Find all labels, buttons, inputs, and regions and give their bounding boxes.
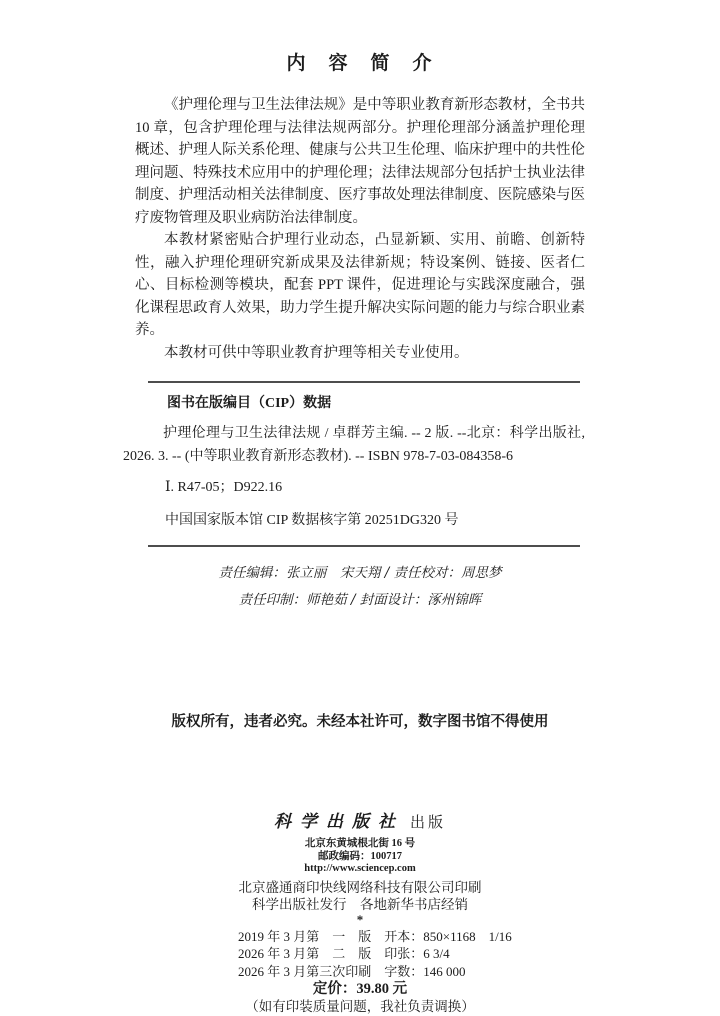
content-column bbox=[123, 0, 585, 1016]
page-title: 内 容 简 介 bbox=[286, 53, 434, 74]
divider-line-bottom bbox=[148, 545, 580, 547]
second-edition-line: 2026 年 3 月第 二 版 印张：6 3/4 bbox=[238, 946, 450, 961]
quality-exchange-note: （如有印装质量问题，我社负责调换） bbox=[245, 999, 475, 1014]
printer-line: 北京盛通商印快线网络科技有限公司印刷 bbox=[238, 879, 482, 895]
first-edition-line: 2019 年 3 月第 一 版 开本：850×1168 1/16 bbox=[238, 928, 512, 944]
publisher-block bbox=[135, 811, 585, 913]
copyright-notice: 版权所有，违者必究。未经本社许可，数字图书馆不得使用 bbox=[171, 714, 549, 730]
summary-paragraph-3: 本教材可供中等职业教育护理等相关专业使用。 bbox=[164, 344, 469, 361]
cip-entry: 护理伦理与卫生法律法规 / 卓群芳主编. -- 2 版. --北京：科学出版社, 2026. 3. -- (中等职业教育新形态教材). -- ISBN 978-7-03-084358-6 bbox=[123, 426, 585, 464]
summary-paragraph-2: 本教材紧密贴合护理行业动态，凸显新颖、实用、前瞻、创新特性，融入护理伦理研究新成果及法律新规；特设案例、链接、医者仁心、目标检测等模块，配套 PPT 课件，促进理论与实践深度融合，强化课程思政育人效果，助力学生提升解决实际问题的能力与综合职业素养。 bbox=[135, 232, 585, 338]
credits-print-design-line: 责任印制：师艳茹 / 封面设计：涿州锦晖 bbox=[238, 592, 482, 608]
staff-credits bbox=[135, 560, 585, 614]
content-summary bbox=[135, 94, 585, 364]
cip-header: 图书在版编目（CIP）数据 bbox=[167, 396, 332, 411]
publisher-logo-line bbox=[135, 811, 585, 834]
distribution-line: 科学出版社发行 各地新华书店经销 bbox=[252, 896, 468, 912]
publisher-address: 北京东黄城根北街 16 号 bbox=[304, 838, 416, 849]
publisher-website: http://www.sciencep.com bbox=[304, 863, 416, 874]
price-line: 定价：39.80 元 bbox=[312, 981, 408, 997]
cip-data-block bbox=[123, 392, 585, 532]
edition-details bbox=[238, 928, 585, 981]
asterisk-separator: * bbox=[356, 911, 364, 927]
cip-classification: Ⅰ. R47-05；D922.16 bbox=[165, 480, 283, 495]
summary-paragraph-1: 《护理伦理与卫生法律法规》是中等职业教育新形态教材，全书共 10 章，包含护理伦理与法律法规两部分。护理伦理部分涵盖护理伦理概述、护理人际关系伦理、健康与公共卫生伦理、临床护理中的共性伦理问题、特殊技术应用中的护理伦理；法律法规部分包括护士执业法律制度、护理活动相关法律制度、医疗事故处理法律制度、医院感染与医疗废物管理及职业病防治法律制度。 bbox=[135, 97, 585, 226]
cip-record-number: 中国国家版本馆 CIP 数据核字第 20251DG320 号 bbox=[165, 513, 459, 528]
publisher-logo-suffix: 出版 bbox=[409, 815, 446, 831]
credits-editors-line: 责任编辑：张立丽 宋天翔 / 责任校对：周思梦 bbox=[218, 565, 502, 581]
science-press-logo: 科学出版社 bbox=[273, 812, 404, 831]
divider-line-top bbox=[148, 381, 580, 383]
publisher-postcode: 邮政编码：100717 bbox=[318, 850, 402, 862]
printing-line: 2026 年 3 月第三次印刷 字数：146 000 bbox=[238, 963, 466, 979]
